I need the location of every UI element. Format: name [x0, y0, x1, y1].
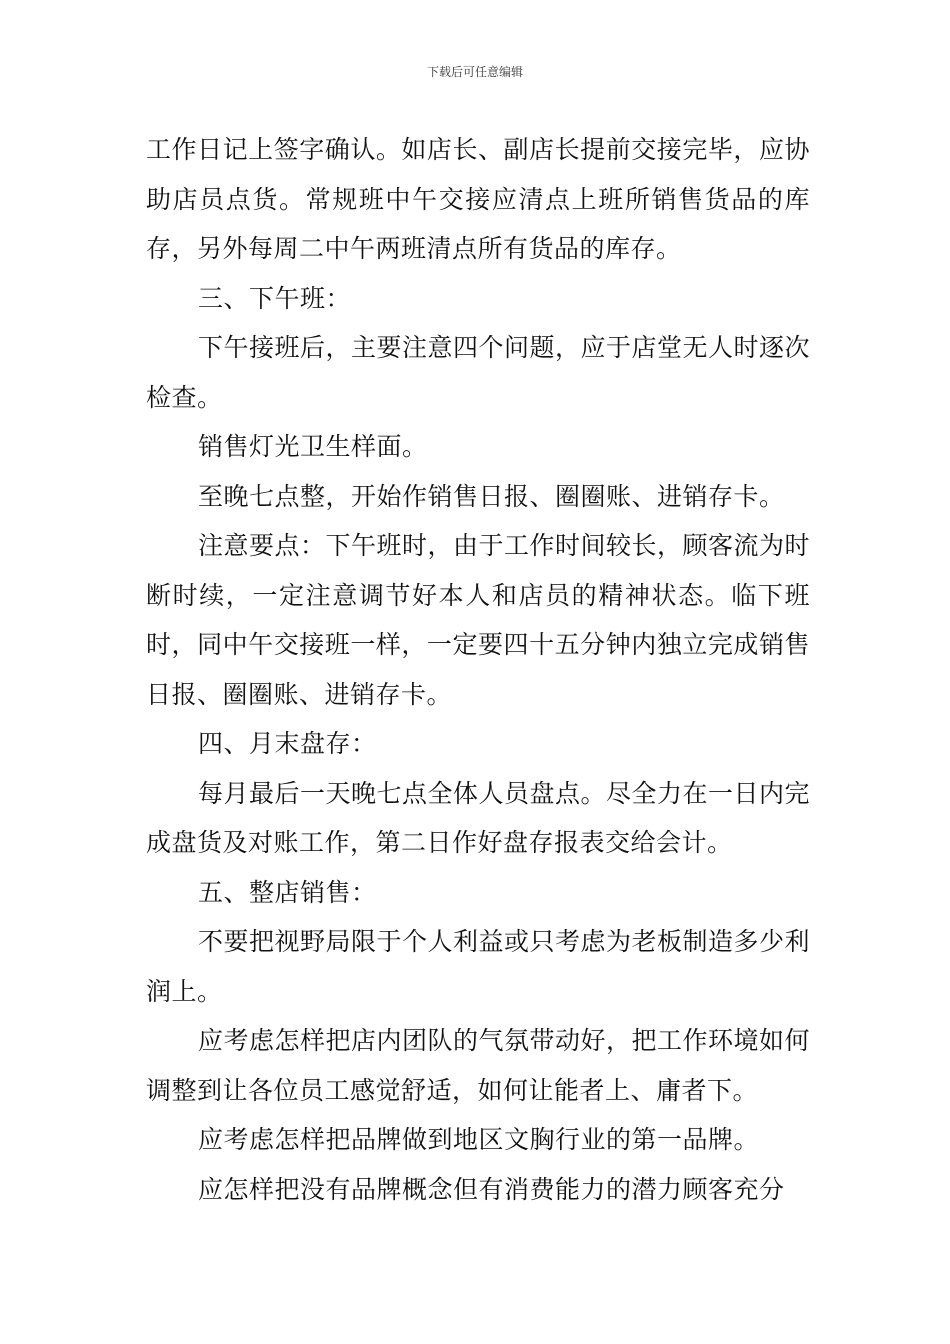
paragraph-4: 销售灯光卫生样面。 [198, 432, 428, 461]
paragraph-12: 应考虑怎样把品牌做到地区文胸行业的第一品牌。 [198, 1125, 760, 1154]
paragraph-8: 每月最后一天晚七点全体人员盘点。尽全力在一日内完成盘货及对账工作，第二日作好盘存报表交给会计。 [146, 778, 811, 857]
paragraph-10: 不要把视野局限于个人利益或只考虑为老板制造多少利润上。 [146, 927, 811, 1006]
paragraph-6: 注意要点：下午班时，由于工作时间较长，顾客流为时断时续，一定注意调节好本人和店员的精神状态。临下班时，同中午交接班一样，一定要四十五分钟内独立完成销售日报、圈圈账、进销存卡。 [146, 531, 811, 709]
section-heading-store-sales: 五、整店销售： [198, 877, 377, 907]
paragraph-3: 下午接班后，主要注意四个问题，应于店堂无人时逐次检查。 [146, 333, 811, 412]
paragraph-5: 至晚七点整，开始作销售日报、圈圈账、进销存卡。 [198, 481, 785, 511]
paragraph-11: 应考虑怎样把店内团队的气氛带动好，把工作环境如何调整到让各位员工感觉舒适，如何让能者上、庸者下。 [146, 1026, 811, 1105]
paragraph-1: 工作日记上签字确认。如店长、副店长提前交接完毕，应协助店员点货。常规班中午交接应清点上班所销售货品的库存，另外每周二中午两班清点所有货品的库存。 [146, 135, 810, 263]
section-heading-month-end-inventory: 四、月末盘存： [198, 729, 377, 758]
paragraph-13: 应怎样把没有品牌概念但有消费能力的潜力顾客充分 [198, 1174, 785, 1204]
document-body [146, 125, 810, 1214]
page-header-note: 下载后可任意编辑 [426, 65, 523, 79]
section-heading-afternoon-shift: 三、下午班： [198, 283, 352, 313]
